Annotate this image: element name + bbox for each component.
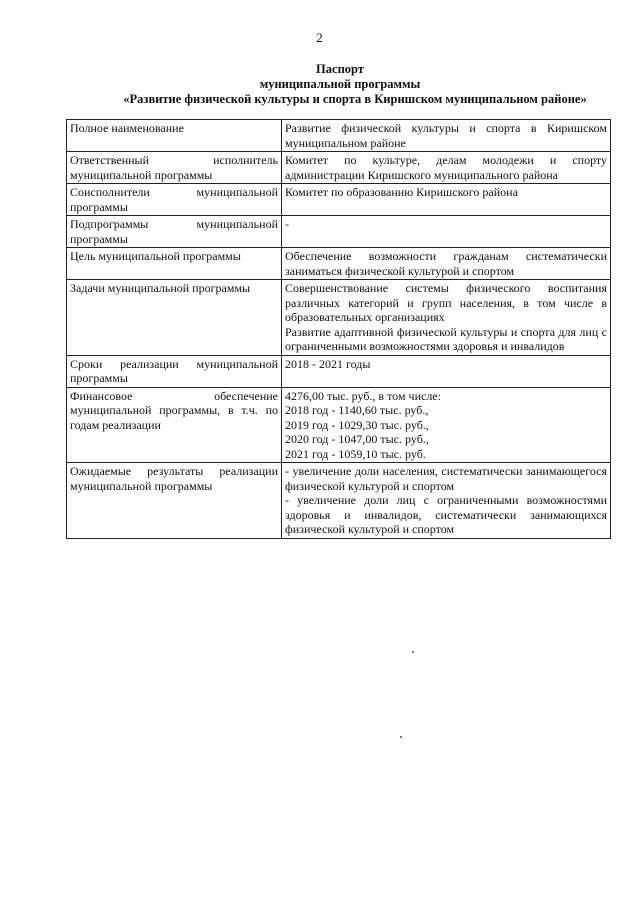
row-value-line: 2018 год - 1140,60 тыс. руб., — [285, 403, 429, 417]
row-value — [282, 120, 611, 152]
row-value — [282, 355, 611, 387]
passport-table — [66, 119, 611, 539]
row-label: Задачи муниципальной программы — [67, 280, 282, 356]
row-value — [282, 248, 611, 280]
table-row — [67, 248, 611, 280]
row-value — [282, 184, 611, 216]
row-value — [282, 280, 611, 356]
row-label: Сроки реализации муниципальной программы — [67, 355, 282, 387]
row-label: Соисполнители муниципальной программы — [67, 184, 282, 216]
row-value — [282, 216, 611, 248]
row-value-line: Комитет по образованию Киришского района — [285, 185, 518, 199]
row-value-line: 2021 год - 1059,10 тыс. руб. — [285, 446, 426, 461]
title-line-passport: Паспорт — [316, 62, 364, 76]
table-row — [67, 152, 611, 184]
table-row — [67, 120, 611, 152]
row-label: Финансовое обеспечение муниципальной программы, в т.ч. по годам реализации — [67, 387, 282, 463]
row-label: Полное наименование — [67, 120, 282, 152]
row-label: Ответственный исполнитель муниципальной программы — [67, 152, 282, 184]
table-row — [67, 184, 611, 216]
table-row — [67, 280, 611, 356]
title-line-program: муниципальной программы — [259, 77, 421, 91]
row-value — [282, 387, 611, 463]
table-row — [67, 463, 611, 539]
row-value-line: - увеличение доли населения, систематически занимающегося физической культурой и спортом — [285, 464, 607, 493]
row-value-line: 4276,00 тыс. руб., в том числе: — [285, 388, 441, 403]
row-label: Ожидаемые результаты реализации муниципальной программы — [67, 463, 282, 539]
row-value-line: Комитет по культуре, делам молодежи и спорту администрации Киришского муниципального района — [285, 153, 607, 182]
row-value-line: Развитие адаптивной физической культуры и спорта для лиц с ограниченными возможностями здоровья и инвалидов — [285, 324, 607, 353]
row-label: Подпрограммы муниципальной программы — [67, 216, 282, 248]
page-number: 2 — [316, 30, 323, 45]
title-line-program-name: «Развитие физической культуры и спорта в Киришском муниципальном районе» — [123, 92, 587, 106]
row-value-line: - — [285, 217, 289, 231]
row-value-line: - увеличение доли лиц с ограниченными возможностями здоровья и инвалидов, систематически занимающихся физической культурой и спортом — [285, 493, 607, 536]
row-value-line: Совершенствование системы физического воспитания различных категорий и групп населения, в том числе в образовательных организациях — [285, 281, 607, 324]
document-title — [60, 62, 620, 107]
row-value-line: Обеспечение возможности гражданам систематически заниматься физической культурой и спортом — [285, 249, 607, 278]
table-row — [67, 387, 611, 463]
table-row — [67, 216, 611, 248]
row-value — [282, 463, 611, 539]
row-value-line: Развитие физической культуры и спорта в Киришском муниципальном районе — [285, 121, 607, 150]
row-value-line: 2020 год - 1047,00 тыс. руб., — [285, 432, 429, 446]
table-row — [67, 355, 611, 387]
passport-table-body — [67, 120, 611, 539]
row-value-line: 2018 - 2021 годы — [285, 356, 371, 371]
scan-speck — [400, 736, 402, 738]
row-label: Цель муниципальной программы — [67, 248, 282, 280]
row-value-line: 2019 год - 1029,30 тыс. руб., — [285, 417, 429, 432]
row-value — [282, 152, 611, 184]
scan-speck — [412, 651, 414, 653]
